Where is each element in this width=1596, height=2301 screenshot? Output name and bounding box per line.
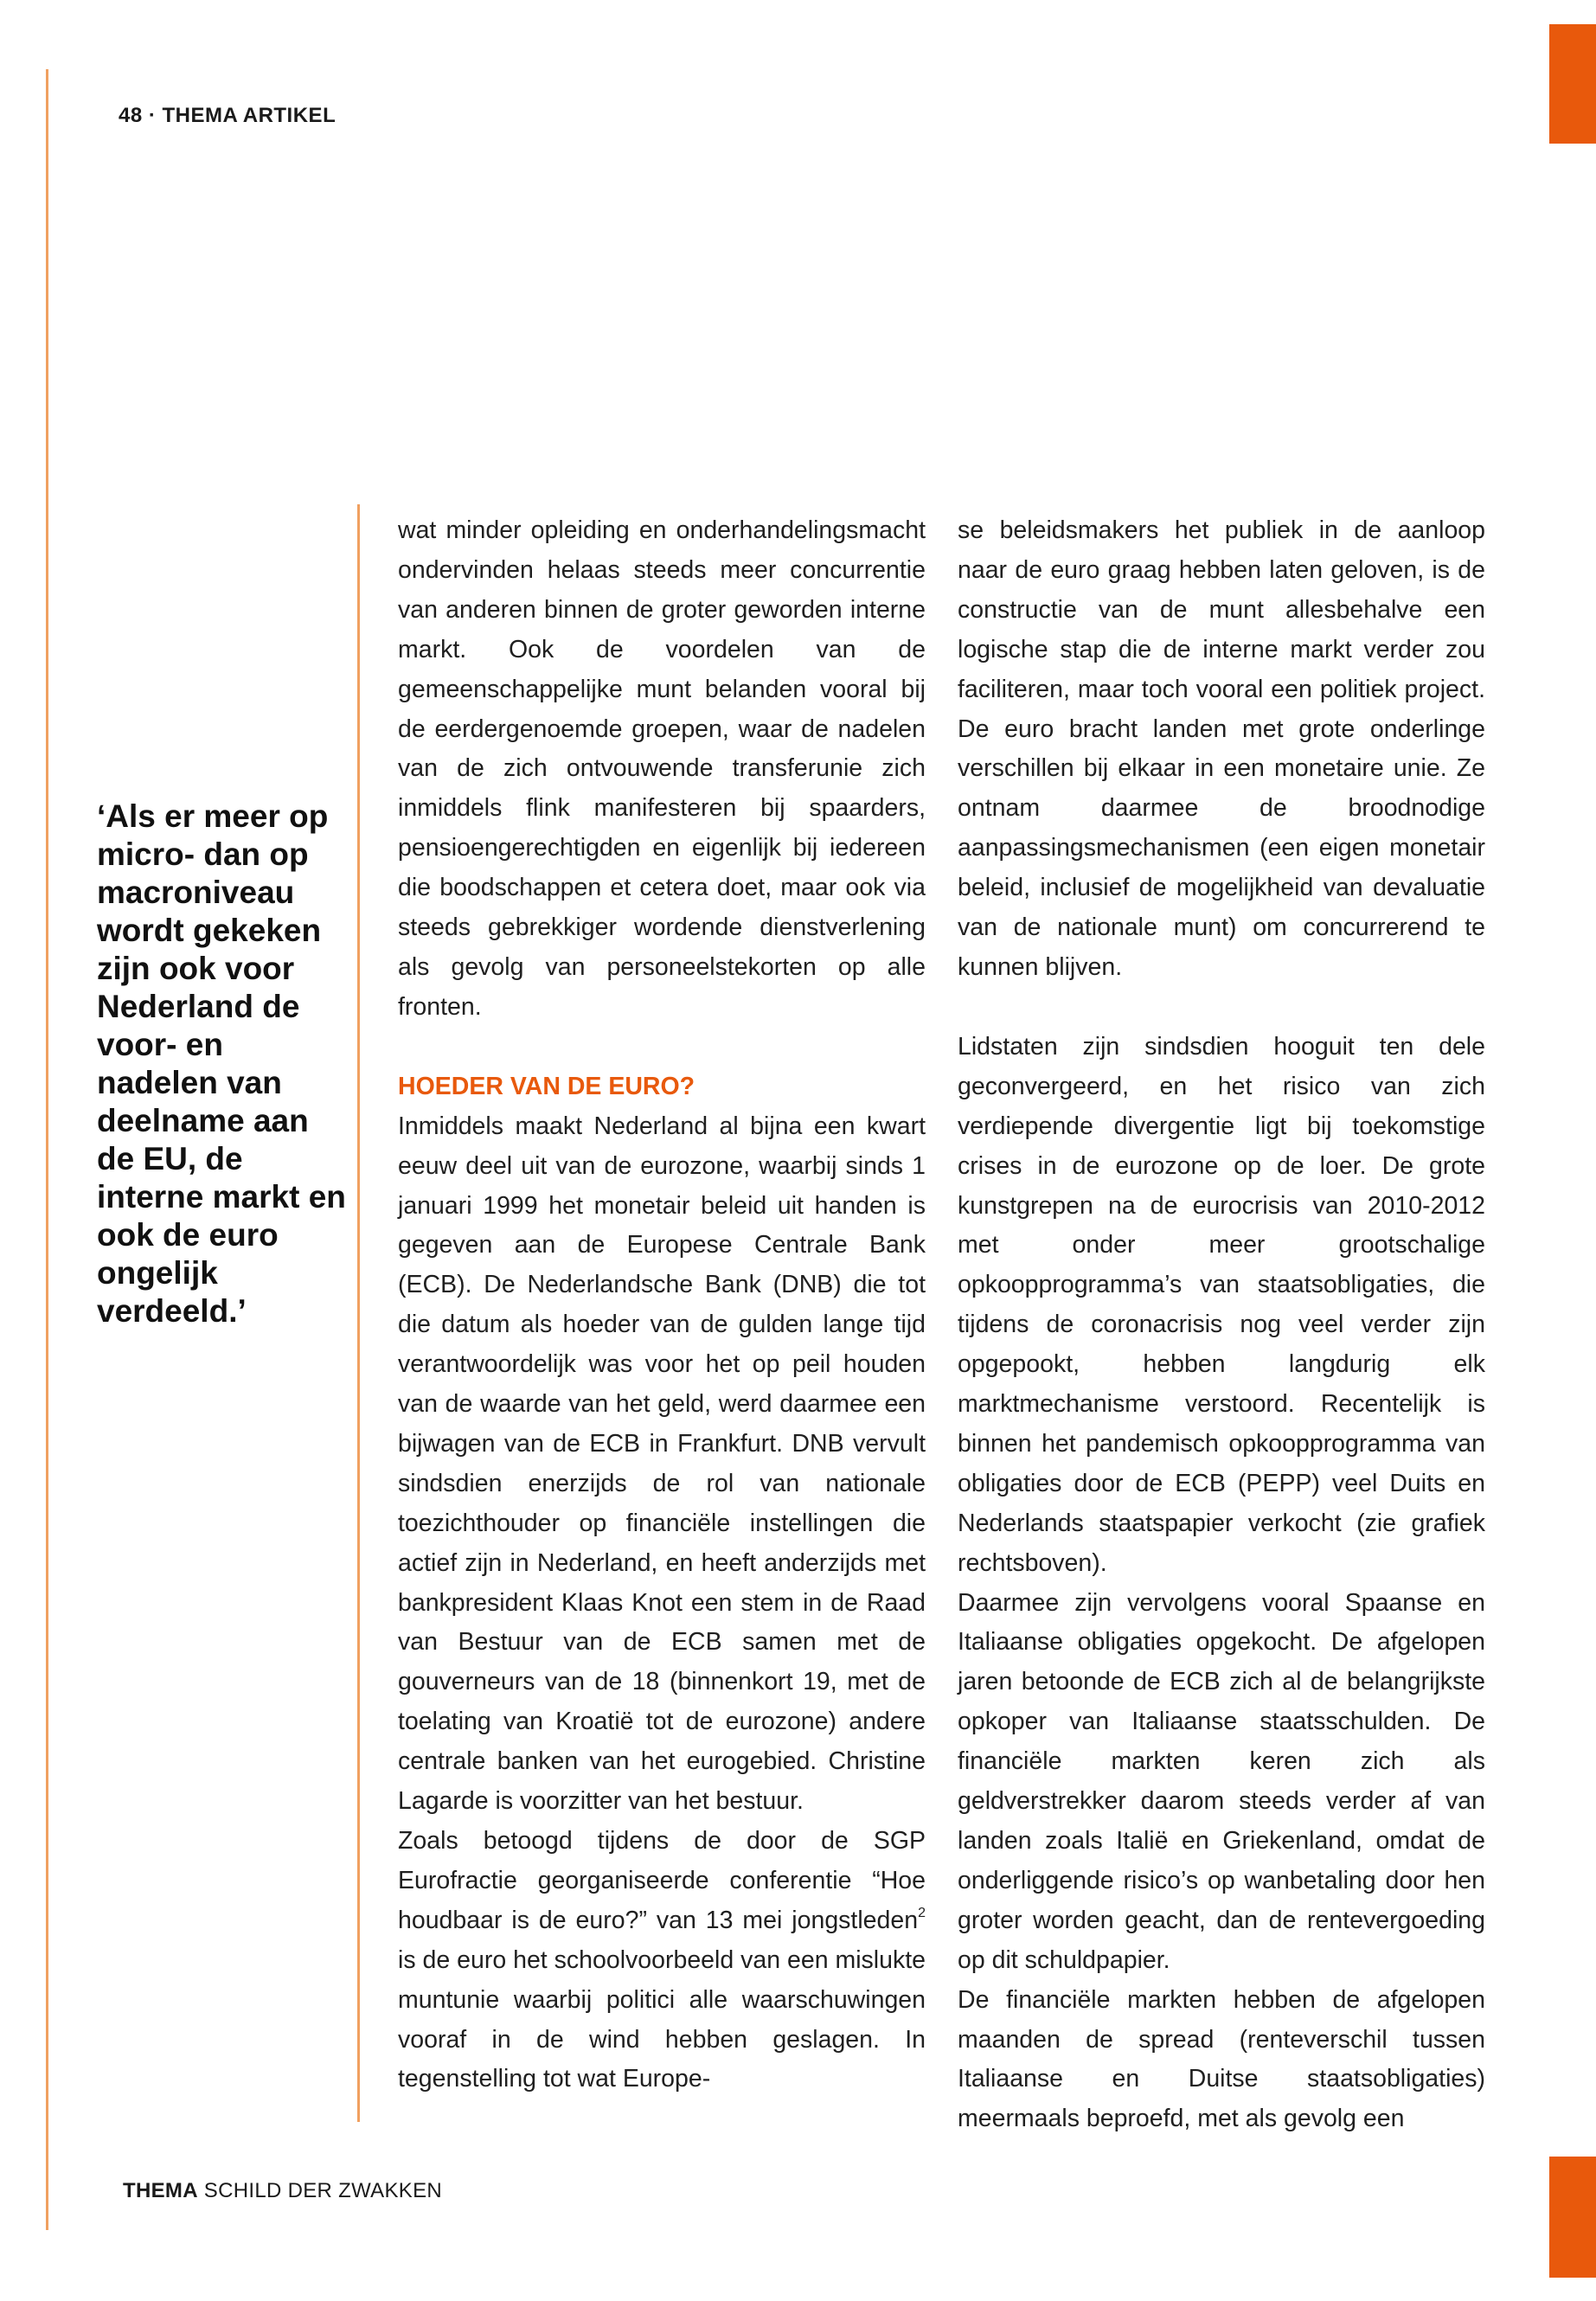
section-heading: HOEDER VAN DE EURO? [398,1072,695,1100]
pullquote-divider [357,504,360,2122]
article-column-2 [958,511,1485,2139]
paragraph: Lidstaten zijn sindsdien hooguit ten dele geconvergeerd, en het risico van zich verdiepende divergentie ligt bij toekomstige crises in de eurozone op de loer. De grote kunstgrepen na de eurocrisis van 2010-2012 met onder meer grootschalige opkoopprogramma’s van staatsobligaties, die tijdens de coronacrisis nog veel verder zijn opgepookt, hebben langdurig elk marktmechanisme verstoord. Recentelijk is binnen het pandemisch opkoopprogramma van obligaties door de ECB (PEPP) veel Duits en Nederlands staatspapier verkocht (zie grafiek rechtsboven). [958,1032,1485,1577]
section-tab-bottom [1549,2157,1596,2278]
paragraph-text: is de euro het schoolvoorbeeld van een mislukte muntunie waarbij politici alle waarschuwingen vooraf in de wind hebben geslagen. In tegenstelling tot wat Europe- [398,1945,926,2093]
paragraph: De financiële markten hebben de afgelopen maanden de spread (renteverschil tussen Italiaanse en Duitse staatsobligaties) meermaals beproefd, met als gevolg een [958,1985,1485,2133]
paragraph [398,1822,926,2099]
article-column-1 [398,511,926,2099]
paragraph-text: Zoals betoogd tijdens de door de SGP Eurofractie georganiseerde conferentie “Hoe houdbaar is de euro?” van 13 mei jongstleden [398,1827,926,1934]
paragraph: se beleidsmakers het publiek in de aanloop naar de euro graag hebben laten geloven, is de constructie van de munt allesbehalve een logische stap die de interne markt verder zou faciliteren, maar toch vooral een politiek project. De euro bracht landen met grote onderlinge verschillen bij elkaar in een monetaire unie. Ze ontnam daarmee de broodnodige aanpassingsmechanismen (een eigen monetair beleid, inclusief de mogelijkheid van devaluatie van de nationale munt) om concurrerend te kunnen blijven. [958,516,1485,981]
paragraph: Daarmee zijn vervolgens vooral Spaanse en Italiaanse obligaties opgekocht. De afgelopen jaren betoonde de ECB zich al de belangrijkste opkoper van Italiaanse staatsschulden. De financiële markten keren zich als geldverstrekker daarom steeds verder af van landen zoals Italië en Griekenland, omdat de onderliggende risico’s op wanbetaling door hen groter worden geacht, dan de rentevergoeding op dit schuldpapier. [958,1588,1485,1974]
page-footer [123,2179,442,2203]
left-margin-rule [46,69,48,2230]
section-tab-top [1549,24,1596,144]
pull-quote: ‘Als er meer op micro- dan op macroniveau wordt gekeken zijn ook voor Nederland de voor- en nadelen van deelname aan de EU, de interne markt en ook de euro ongelijk verdeeld.’ [97,798,346,1329]
paragraph: wat minder opleiding en onderhandelingsmacht ondervinden helaas steeds meer concurrentie van anderen binnen de groter geworden interne markt. Ook de voordelen van de gemeenschappelijke munt belanden vooral bij de eerdergenoemde groepen, waar de nadelen van de zich ontvouwende transferunie zich inmiddels flink manifesteren bij spaarders, pensioengerechtigden en eigenlijk bij iedereen die boodschappen et cetera doet, maar ook via steeds gebrekkiger wordende dienstverlening als gevolg van personeelstekorten op alle fronten. [398,516,926,1021]
paragraph: Inmiddels maakt Nederland al bijna een kwart eeuw deel uit van de eurozone, waarbij sinds 1 januari 1999 het monetair beleid uit handen is gegeven aan de Europese Centrale Bank (ECB). De Nederlandsche Bank (DNB) die tot die datum als hoeder van de gulden lange tijd verantwoordelijk was voor het op peil houden van de waarde van het geld, werd daarmee een bijwagen van de ECB in Frankfurt. DNB vervult sindsdien enerzijds de rol van nationale toezichthouder op financiële instellingen die actief zijn in Nederland, en heeft anderzijds met bankpresident Klaas Knot een stem in de Raad van Bestuur van de ECB samen met de gouverneurs van de 18 (binnenkort 19, met de toelating van Kroatië tot de eurozone) andere centrale banken van het eurogebied. Christine Lagarde is voorzitter van het bestuur. [398,1112,926,1816]
running-head: 48 · THEMA ARTIKEL [119,104,337,127]
footer-issue: SCHILD DER ZWAKKEN [197,2179,443,2202]
footnote-ref[interactable]: 2 [918,1906,926,1921]
footer-magazine: THEMA [123,2179,198,2202]
